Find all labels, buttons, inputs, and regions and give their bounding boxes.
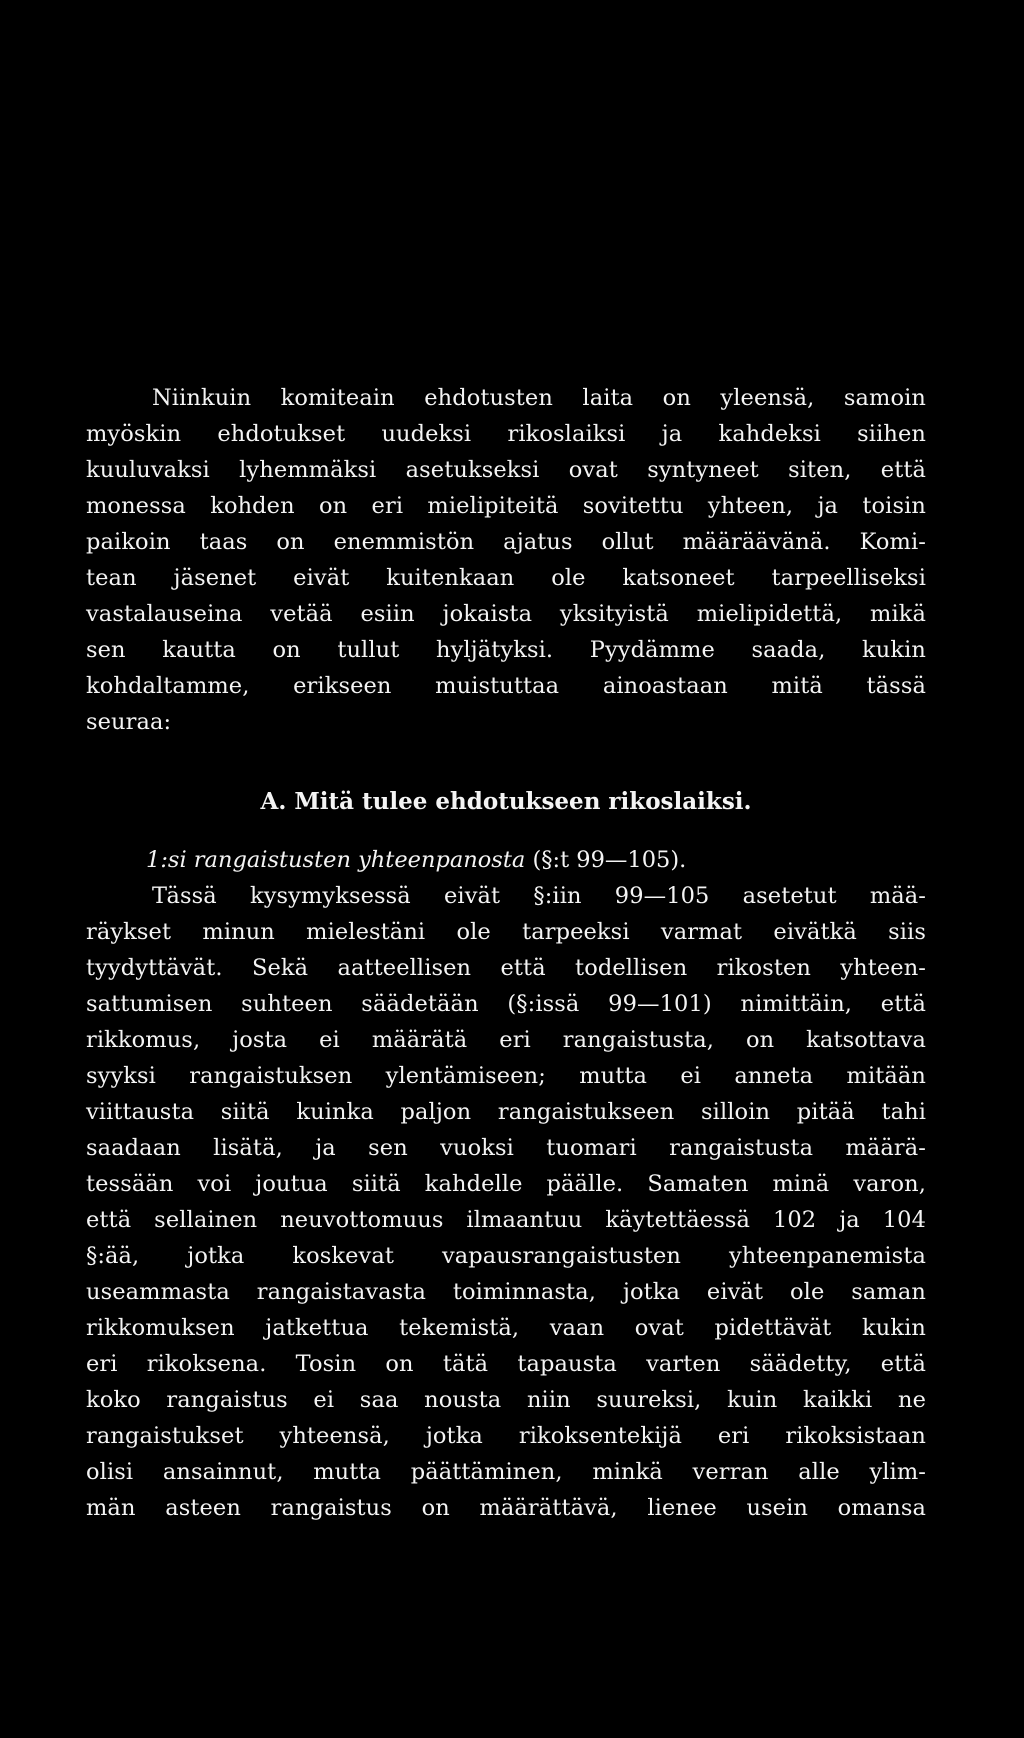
text-line: vastalauseina vetää esiin jokaista yksityistä mielipidettä, mikä	[86, 601, 926, 627]
text-line: koko rangaistus ei saa nousta niin suureksi, kuin kaikki ne	[86, 1387, 926, 1413]
text-line: myöskin ehdotukset uudeksi rikoslaiksi ja kahdeksi siihen	[86, 421, 926, 447]
text-line: rikkomuksen jatkettua tekemistä, vaan ovat pidettävät kukin	[86, 1315, 926, 1341]
text-line: useammasta rangaistavasta toiminnasta, jotka eivät ole saman	[86, 1279, 926, 1305]
text-line: saadaan lisätä, ja sen vuoksi tuomari rangaistusta määrä-	[86, 1135, 926, 1161]
text-line: §:ää, jotka koskevat vapausrangaistusten yhteenpanemista	[86, 1243, 926, 1269]
text-line: kohdaltamme, erikseen muistuttaa ainoastaan mitä tässä	[86, 673, 926, 699]
text-line: että sellainen neuvottomuus ilmaantuu käytettäessä 102 ja 104	[86, 1207, 926, 1233]
text-line: eri rikoksena. Tosin on tätä tapausta varten säädetty, että	[86, 1351, 926, 1377]
text-line: seuraa:	[86, 709, 172, 735]
subsection-title-reference: (§:t 99—105).	[525, 847, 687, 873]
subsection-heading	[146, 842, 926, 878]
text-line: olisi ansainnut, mutta päättäminen, minkä verran alle ylim-	[86, 1459, 926, 1485]
text-line: kuuluvaksi lyhemmäksi asetukseksi ovat syntyneet siten, että	[86, 457, 926, 483]
text-line: tean jäsenet eivät kuitenkaan ole katsoneet tarpeelliseksi	[86, 565, 926, 591]
text-line: paikoin taas on enemmistön ajatus ollut määräävänä. Komi-	[86, 529, 926, 555]
text-line: rikkomus, josta ei määrätä eri rangaistusta, on katsottava	[86, 1027, 926, 1053]
text-line: räykset minun mielestäni ole tarpeeksi varmat eivätkä siis	[86, 919, 926, 945]
section-heading: A. Mitä tulee ehdotukseen rikoslaiksi.	[260, 788, 752, 815]
text-line: viittausta siitä kuinka paljon rangaistukseen silloin pitää tahi	[86, 1099, 926, 1125]
subsection-title-italic: 1:si rangaistusten yhteenpanosta	[146, 847, 526, 873]
text-line: Tässä kysymyksessä eivät §:iin 99—105 asetetut mää-	[152, 883, 926, 909]
text-line: monessa kohden on eri mielipiteitä sovitettu yhteen, ja toisin	[86, 493, 926, 519]
text-line: rangaistukset yhteensä, jotka rikoksentekijä eri rikoksistaan	[86, 1423, 926, 1449]
text-line: tyydyttävät. Sekä aatteellisen että todellisen rikosten yhteen-	[86, 955, 926, 981]
text-line: sen kautta on tullut hyljätyksi. Pyydämme saada, kukin	[86, 637, 926, 663]
text-line: tessään voi joutua siitä kahdelle päälle. Samaten minä varon,	[86, 1171, 926, 1197]
text-line: män asteen rangaistus on määrättävä, lienee usein omansa	[86, 1495, 926, 1521]
text-line: Niinkuin komiteain ehdotusten laita on yleensä, samoin	[152, 385, 926, 411]
text-line: sattumisen suhteen säädetään (§:issä 99—101) nimittäin, että	[86, 991, 926, 1017]
text-line: syyksi rangaistuksen ylentämiseen; mutta ei anneta mitään	[86, 1063, 926, 1089]
